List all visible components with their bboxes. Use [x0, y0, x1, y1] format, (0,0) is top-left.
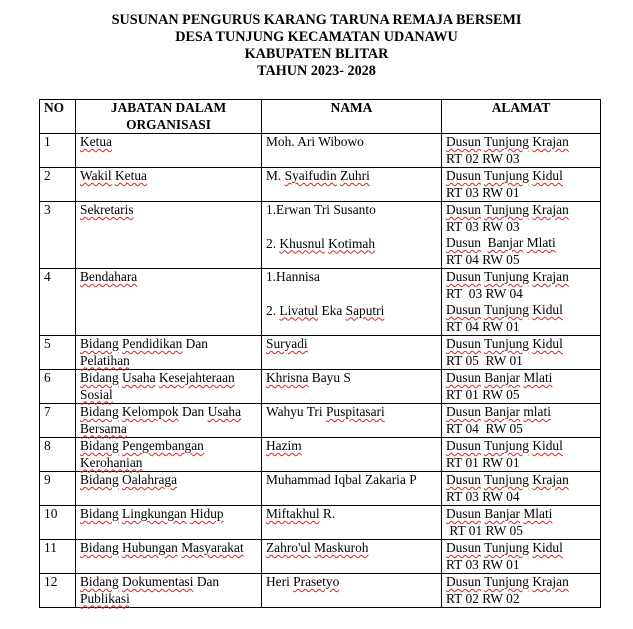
cell-nama: [262, 540, 442, 574]
cell-no: 9: [40, 472, 76, 506]
nama-line: 2. Livatul Eka Saputri: [266, 302, 385, 318]
nama-line: Zahro'ul Maskuroh: [266, 540, 369, 555]
nama-line: Khrisna Bayu S: [266, 370, 351, 385]
cell-jabatan: Bidang Hubungan Masyarakat: [76, 540, 262, 574]
alamat-line: Dusun Banjar Mlati: [446, 235, 556, 250]
cell-alamat: [442, 202, 601, 269]
cell-nama: [262, 168, 442, 202]
cell-nama: [262, 336, 442, 370]
cell-jabatan: Bidang Pengembangan Kerohanian: [76, 438, 262, 472]
alamat-line: Dusun Tunjung Krajan: [446, 574, 569, 589]
cell-alamat: [442, 404, 601, 438]
cell-jabatan: Ketua: [76, 134, 262, 168]
table-row: [40, 202, 601, 269]
nama-line: M. Syaifudin Zuhri: [266, 168, 370, 183]
cell-nama: [262, 202, 442, 269]
alamat-line: Dusun Banjar Mlati: [446, 506, 553, 521]
alamat-line: RT 02 RW 02: [446, 590, 520, 606]
alamat-line: RT 03 RW 04: [446, 488, 520, 504]
alamat-line: RT 04 RW 01: [446, 318, 520, 334]
nama-line: Hazim: [266, 438, 302, 453]
alamat-line: RT 03 RW 01: [446, 184, 520, 200]
cell-jabatan: Bidang Kelompok Dan Usaha Bersama: [76, 404, 262, 438]
title-line-1: SUSUNAN PENGURUS KARANG TARUNA REMAJA BERSEMI: [111, 12, 522, 28]
cell-alamat: [442, 540, 601, 574]
alamat-line: Dusun Banjar Mlati: [446, 370, 553, 385]
title-line-3: KABUPATEN BLITAR: [244, 46, 389, 62]
nama-line: Heri Prasetyo: [266, 574, 340, 589]
alamat-line: RT 05 RW 01: [446, 352, 523, 368]
alamat-line: Dusun Tunjung Krajan: [446, 202, 569, 217]
cell-alamat: [442, 506, 601, 540]
cell-nama: [262, 404, 442, 438]
alamat-line: Dusun Banjar mlati: [446, 404, 551, 419]
alamat-line: RT 02 RW 03: [446, 150, 520, 166]
cell-nama: [262, 472, 442, 506]
cell-jabatan: Bidang Dokumentasi Dan Publikasi: [76, 574, 262, 608]
table-row: [40, 574, 601, 608]
cell-no: 3: [40, 202, 76, 269]
cell-jabatan: Bidang Pendidikan Dan Pelatihan: [76, 336, 262, 370]
cell-alamat: [442, 574, 601, 608]
table-row: [40, 336, 601, 370]
cell-alamat: [442, 472, 601, 506]
table-row: [40, 168, 601, 202]
cell-jabatan: Bidang Lingkungan Hidup: [76, 506, 262, 540]
alamat-line: Dusun Tunjung Kidul: [446, 168, 563, 183]
table-row: [40, 438, 601, 472]
alamat-line: Dusun Tunjung Kidul: [446, 302, 563, 317]
document-title: [0, 12, 633, 80]
cell-alamat: [442, 168, 601, 202]
table-row: [40, 269, 601, 336]
alamat-line: RT 04 RW 05: [446, 420, 523, 436]
alamat-line: Dusun Tunjung Krajan: [446, 472, 569, 487]
table-row: [40, 540, 601, 574]
cell-no: 11: [40, 540, 76, 574]
cell-no: 5: [40, 336, 76, 370]
cell-jabatan: Wakil Ketua: [76, 168, 262, 202]
cell-jabatan: Bendahara: [76, 269, 262, 336]
nama-line: Muhammad Iqbal Zakaria P: [266, 472, 417, 487]
alamat-line: RT 03 RW 03: [446, 218, 520, 234]
header-nama: NAMA: [262, 100, 442, 134]
table-header-row: [40, 100, 601, 134]
nama-line: 2. Khusnul Kotimah: [266, 235, 376, 251]
table-row: [40, 370, 601, 404]
header-jabatan: JABATAN DALAM ORGANISASI: [76, 100, 262, 134]
nama-line: Miftakhul R.: [266, 506, 336, 521]
alamat-line: RT 03 RW 04: [446, 285, 523, 301]
cell-nama: [262, 370, 442, 404]
alamat-line: Dusun Tunjung Kidul: [446, 336, 563, 351]
header-alamat: ALAMAT: [442, 100, 601, 134]
alamat-line: RT 03 RW 01: [446, 556, 520, 572]
cell-no: 4: [40, 269, 76, 336]
cell-alamat: [442, 269, 601, 336]
cell-nama: [262, 438, 442, 472]
alamat-line: Dusun Tunjung Kidul: [446, 540, 563, 555]
cell-jabatan: Bidang Oalahraga: [76, 472, 262, 506]
cell-alamat: [442, 336, 601, 370]
table-body: [40, 134, 601, 608]
nama-line: Moh. Ari Wibowo: [266, 134, 364, 149]
alamat-line: RT 01 RW 05: [449, 522, 523, 538]
nama-line: 1.Erwan Tri Susanto: [266, 202, 376, 217]
pengurus-table: [39, 99, 601, 608]
nama-line: Wahyu Tri Puspitasari: [266, 404, 385, 419]
alamat-line: RT 04 RW 05: [446, 251, 520, 267]
header-no: NO: [40, 100, 76, 134]
table-row: [40, 472, 601, 506]
alamat-line: RT 01 RW 01: [446, 454, 520, 470]
alamat-line: Dusun Tunjung Kidul: [446, 438, 563, 453]
cell-jabatan: Bidang Usaha Kesejahteraan Sosial: [76, 370, 262, 404]
cell-no: 6: [40, 370, 76, 404]
cell-nama: [262, 574, 442, 608]
title-line-2: DESA TUNJUNG KECAMATAN UDANAWU: [175, 29, 458, 45]
table-row: [40, 404, 601, 438]
cell-no: 12: [40, 574, 76, 608]
table-row: [40, 506, 601, 540]
alamat-line: RT 01 RW 05: [446, 386, 520, 402]
cell-no: 2: [40, 168, 76, 202]
cell-alamat: [442, 370, 601, 404]
alamat-line: Dusun Tunjung Krajan: [446, 269, 569, 284]
cell-no: 8: [40, 438, 76, 472]
cell-nama: [262, 269, 442, 336]
nama-line: 1.Hannisa: [266, 269, 320, 284]
cell-jabatan: Sekretaris: [76, 202, 262, 269]
cell-no: 7: [40, 404, 76, 438]
cell-nama: [262, 506, 442, 540]
table-row: [40, 134, 601, 168]
cell-nama: [262, 134, 442, 168]
cell-alamat: [442, 438, 601, 472]
alamat-line: Dusun Tunjung Krajan: [446, 134, 569, 149]
cell-alamat: [442, 134, 601, 168]
cell-no: 10: [40, 506, 76, 540]
nama-line: Suryadi: [266, 336, 308, 351]
title-line-4: TAHUN 2023- 2028: [257, 63, 376, 79]
cell-no: 1: [40, 134, 76, 168]
